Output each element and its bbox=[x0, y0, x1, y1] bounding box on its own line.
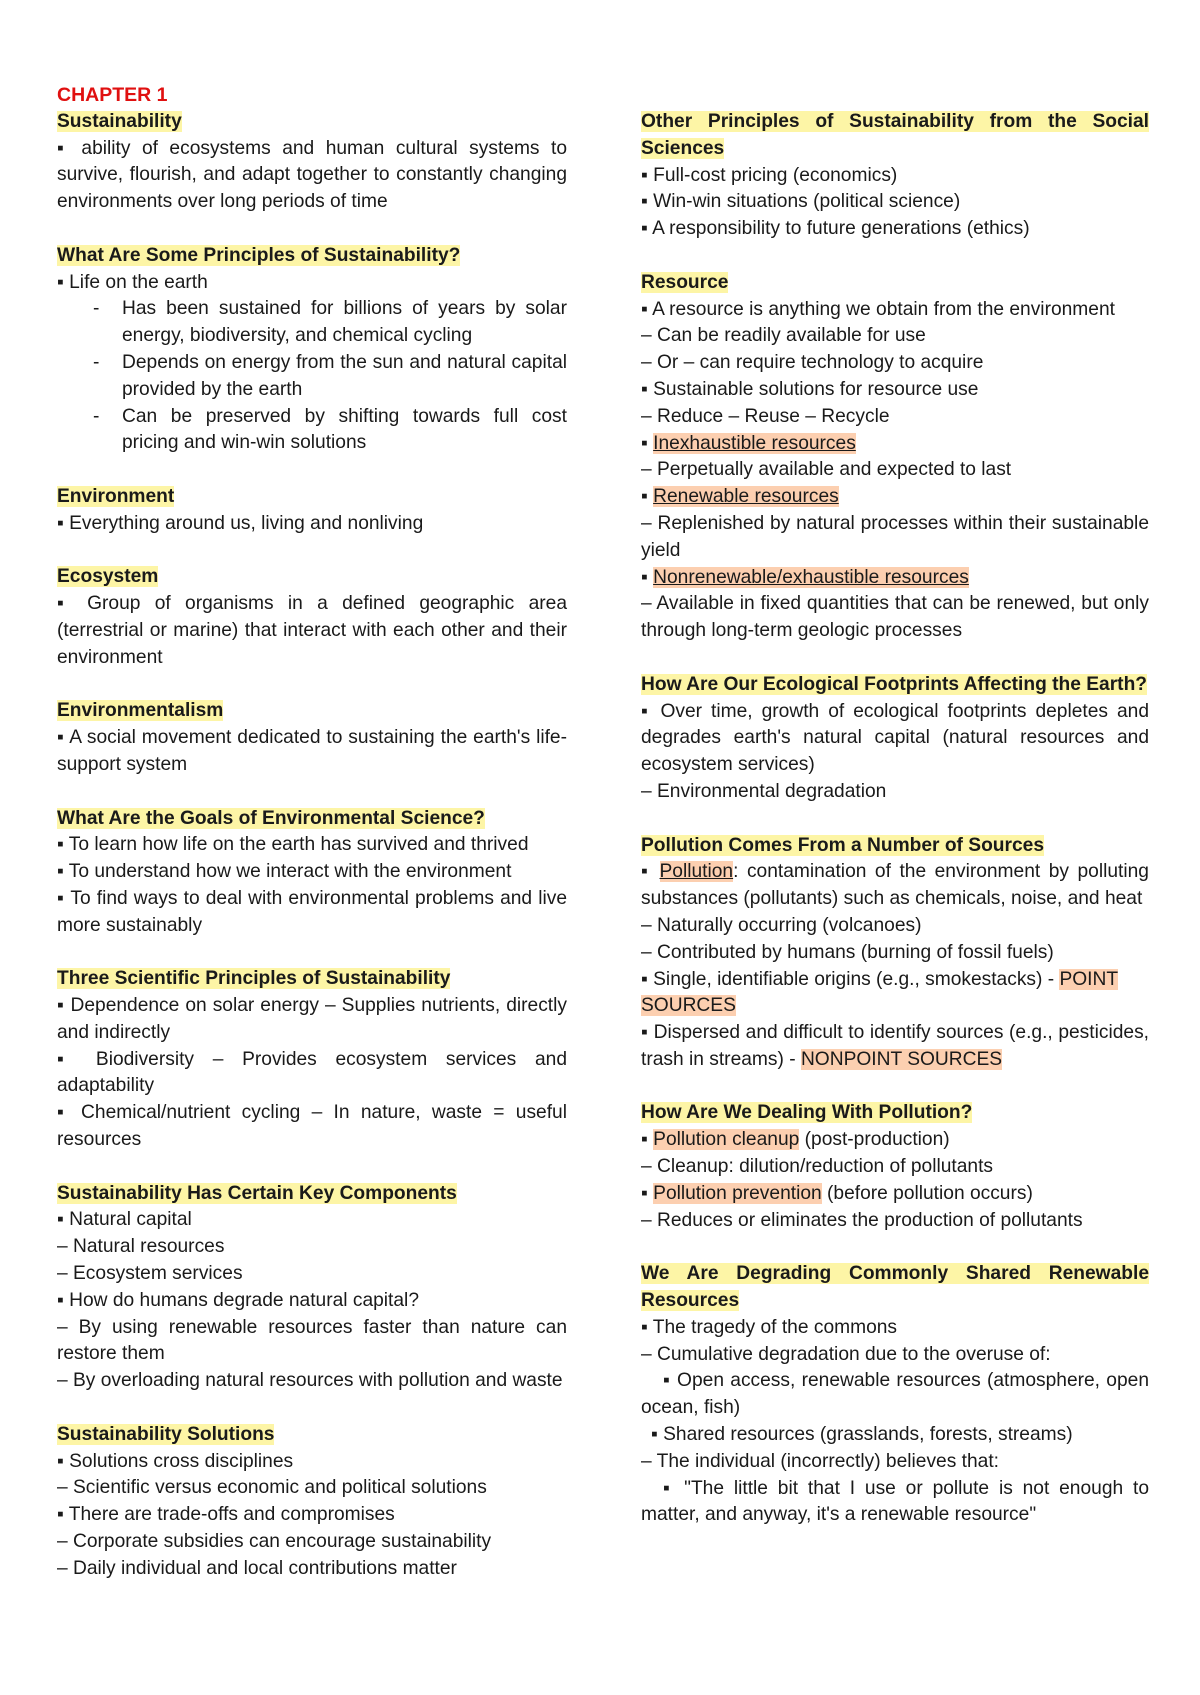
components-item: ▪ Natural capital bbox=[57, 1209, 192, 1231]
components-item: ▪ How do humans degrade natural capital? bbox=[57, 1289, 419, 1311]
sustainability-definition: ▪ ability of ecosystems and human cultural systems to survive, flourish, and adapt together to constantly changing environments over long periods of time bbox=[57, 137, 567, 213]
heading-pollution-sources: Pollution Comes From a Number of Sources bbox=[641, 834, 1044, 856]
nonrenewable-desc: – Available in fixed quantities that can be renewed, but only through long-term geologic processes bbox=[641, 593, 1149, 642]
resource-item: – Reduce – Reuse – Recycle bbox=[641, 405, 890, 427]
resource-item: – Can be readily available for use bbox=[641, 325, 926, 347]
resource-item: ▪ Sustainable solutions for resource use bbox=[641, 378, 979, 400]
solutions-item: – Corporate subsidies can encourage sustainability bbox=[57, 1531, 492, 1553]
heading-other-principles: Other Principles of Sustainability from the Social Sciences bbox=[641, 111, 1149, 159]
heading-dealing-pollution: How Are We Dealing With Pollution? bbox=[641, 1102, 973, 1124]
pollution-item: – Naturally occurring (volcanoes) bbox=[641, 914, 922, 936]
commons-item: – Cumulative degradation due to the overuse of: bbox=[641, 1343, 1051, 1365]
heading-key-components: Sustainability Has Certain Key Components bbox=[57, 1182, 457, 1204]
principles-item: - Depends on energy from the sun and natural capital provided by the earth bbox=[93, 351, 567, 400]
goals-item: ▪ To find ways to deal with environmental problems and live more sustainably bbox=[57, 887, 567, 936]
renewable-desc: – Replenished by natural processes within their sustainable yield bbox=[641, 512, 1149, 561]
pollution-item: – Contributed by humans (burning of fossil fuels) bbox=[641, 941, 1054, 963]
three-principles-item: ▪ Dependence on solar energy – Supplies nutrients, directly and indirectly bbox=[57, 995, 567, 1043]
heading-ecosystem: Ecosystem bbox=[57, 566, 159, 588]
components-item: – Ecosystem services bbox=[57, 1263, 243, 1285]
heading-footprints: How Are Our Ecological Footprints Affecting the Earth? bbox=[641, 673, 1148, 695]
heading-solutions: Sustainability Solutions bbox=[57, 1423, 275, 1445]
prevention-item: ▪ Pollution prevention (before pollution occurs) bbox=[641, 1182, 1033, 1204]
environment-definition: ▪ Everything around us, living and nonliving bbox=[57, 512, 424, 534]
point-sources-label: POINT SOURCES bbox=[641, 968, 1119, 1017]
cleanup-item: ▪ Pollution cleanup (post-production) bbox=[641, 1129, 950, 1151]
heading-commons: We Are Degrading Commonly Shared Renewable Resources bbox=[641, 1263, 1149, 1312]
heading-environmentalism: Environmentalism bbox=[57, 700, 224, 722]
resource-item: ▪ A resource is anything we obtain from the environment bbox=[641, 298, 1115, 320]
prevention-desc: – Reduces or eliminates the production of pollutants bbox=[641, 1209, 1083, 1231]
principles-item: - Can be preserved by shifting towards full cost pricing and win-win solutions bbox=[93, 405, 567, 454]
commons-item: ▪ "The little bit that I use or pollute is not enough to matter, and anyway, it's a renewable resource" bbox=[641, 1477, 1149, 1526]
other-item: ▪ Full-cost pricing (economics) bbox=[641, 164, 898, 186]
heading-sustainability: Sustainability bbox=[57, 110, 182, 132]
three-principles-item: ▪ Chemical/nutrient cycling – In nature, waste = useful resources bbox=[57, 1102, 567, 1151]
footprints-item: – Environmental degradation bbox=[641, 780, 887, 802]
goals-item: ▪ To learn how life on the earth has survived and thrived bbox=[57, 834, 529, 856]
principles-item: - Has been sustained for billions of years by solar energy, biodiversity, and chemical cycling bbox=[93, 298, 567, 347]
commons-item: ▪ Open access, renewable resources (atmosphere, open ocean, fish) bbox=[641, 1370, 1149, 1419]
nonrenewable-item: ▪ Nonrenewable/exhaustible resources bbox=[641, 566, 969, 588]
nonpoint-sources-label: NONPOINT SOURCES bbox=[800, 1048, 1003, 1070]
principles-intro: ▪ Life on the earth bbox=[57, 271, 208, 293]
renewable-item: ▪ Renewable resources bbox=[641, 486, 839, 508]
heading-environment: Environment bbox=[57, 485, 175, 507]
goals-item: ▪ To understand how we interact with the environment bbox=[57, 861, 512, 883]
chapter-title: CHAPTER 1 bbox=[57, 84, 168, 106]
components-item: – By overloading natural resources with pollution and waste bbox=[57, 1370, 563, 1392]
left-column bbox=[57, 82, 567, 1583]
right-column bbox=[641, 109, 1149, 1529]
solutions-item: – Scientific versus economic and political solutions bbox=[57, 1477, 487, 1499]
footprints-item: ▪ Over time, growth of ecological footprints depletes and degrades earth's natural capital (natural resources and ecosystem services) bbox=[641, 700, 1149, 776]
environmentalism-definition: ▪ A social movement dedicated to sustaining the earth's life-support system bbox=[57, 727, 567, 775]
commons-item: ▪ The tragedy of the commons bbox=[641, 1316, 898, 1338]
nonpoint-sources-item: ▪ Dispersed and difficult to identify sources (e.g., pesticides, trash in streams) - NONPOINT SOURCES bbox=[641, 1022, 1149, 1070]
inexhaustible-item: ▪ Inexhaustible resources bbox=[641, 432, 856, 454]
three-principles-item: ▪ Biodiversity – Provides ecosystem services and adaptability bbox=[57, 1048, 567, 1097]
heading-three-principles: Three Scientific Principles of Sustainability bbox=[57, 968, 451, 990]
heading-goals: What Are the Goals of Environmental Science? bbox=[57, 807, 485, 829]
heading-resource: Resource bbox=[641, 271, 729, 293]
cleanup-desc: – Cleanup: dilution/reduction of pollutants bbox=[641, 1156, 994, 1178]
other-item: ▪ Win-win situations (political science) bbox=[641, 191, 961, 213]
components-item: – By using renewable resources faster than nature can restore them bbox=[57, 1316, 567, 1365]
solutions-item: – Daily individual and local contributions matter bbox=[57, 1557, 457, 1579]
point-sources-item: ▪ Single, identifiable origins (e.g., smokestacks) - POINT SOURCES bbox=[641, 968, 1119, 1017]
pollution-definition: ▪ Pollution: contamination of the environment by polluting substances (pollutants) such as chemicals, noise, and heat bbox=[641, 861, 1149, 910]
resource-item: – Or – can require technology to acquire bbox=[641, 352, 984, 374]
components-item: – Natural resources bbox=[57, 1236, 225, 1258]
inexhaustible-desc: – Perpetually available and expected to last bbox=[641, 459, 1012, 481]
solutions-item: ▪ Solutions cross disciplines bbox=[57, 1450, 294, 1472]
ecosystem-definition: ▪ Group of organisms in a defined geographic area (terrestrial or marine) that interact with each other and their environment bbox=[57, 593, 567, 668]
commons-item: – The individual (incorrectly) believes that: bbox=[641, 1450, 999, 1472]
other-item: ▪ A responsibility to future generations (ethics) bbox=[641, 218, 1030, 240]
commons-item: ▪ Shared resources (grasslands, forests, streams) bbox=[651, 1424, 1073, 1446]
solutions-item: ▪ There are trade-offs and compromises bbox=[57, 1504, 395, 1526]
heading-principles: What Are Some Principles of Sustainability? bbox=[57, 244, 461, 266]
